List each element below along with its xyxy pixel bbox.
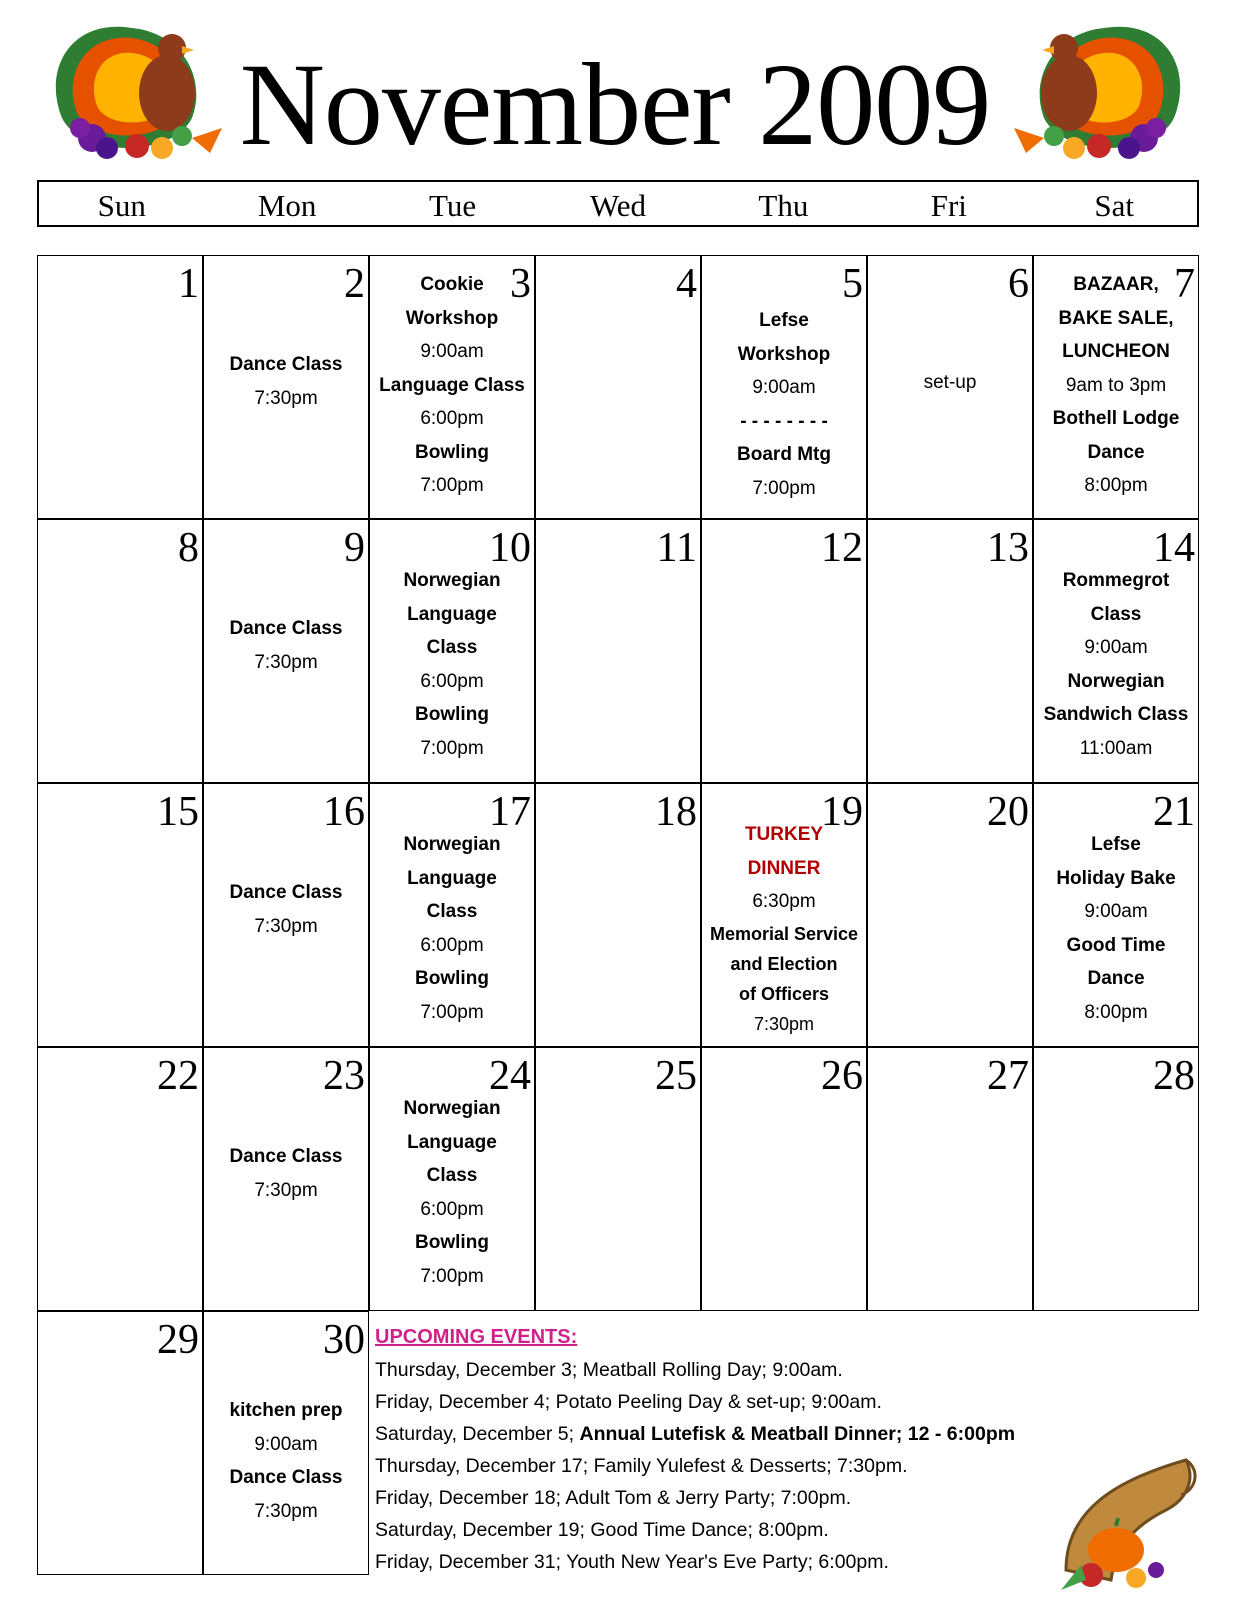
weekday-tue: Tue	[429, 188, 477, 223]
day-number: 16	[323, 789, 365, 835]
event-line: TURKEY	[744, 824, 824, 845]
event-line: 11:00am	[1079, 737, 1153, 759]
day-number: 10	[489, 525, 531, 571]
day-number: 23	[323, 1053, 365, 1099]
day-cell-4	[535, 255, 701, 519]
day-events	[1034, 828, 1198, 1029]
event-line: Norwegian	[403, 1098, 501, 1119]
event-line: Memorial Service	[709, 923, 859, 944]
event-line: 9:00am	[420, 341, 484, 362]
day-number: 25	[655, 1053, 697, 1099]
upcoming-events-heading: UPCOMING EVENTS:	[375, 1326, 578, 1348]
day-number: 6	[1008, 261, 1029, 307]
event-line: Holiday Bake	[1056, 867, 1176, 889]
day-number: 17	[489, 789, 531, 835]
day-number: 19	[821, 789, 863, 835]
event-line: Workshop	[405, 307, 499, 329]
event-line: 6:00pm	[420, 408, 484, 429]
event-line: Language	[407, 603, 497, 625]
day-events	[204, 876, 368, 943]
day-events	[702, 304, 866, 505]
day-number: 27	[987, 1053, 1029, 1099]
upcoming-event-text: Friday, December 4; Potato Peeling Day & set-up; 9:00am.	[375, 1391, 882, 1413]
day-number: 20	[987, 789, 1029, 835]
event-line: 7:30pm	[254, 387, 318, 409]
event-line: Good Time	[1066, 934, 1166, 956]
weekday-sun: Sun	[97, 188, 146, 223]
event-line: LUNCHEON	[1062, 341, 1170, 362]
weekday-mon: Mon	[257, 188, 317, 223]
event-line: Lefse	[1091, 834, 1141, 855]
day-events	[702, 818, 866, 1039]
day-number: 4	[676, 261, 697, 307]
event-line: Language Class	[379, 374, 525, 396]
day-cell-11	[535, 519, 701, 783]
event-line: Board Mtg	[737, 444, 831, 465]
day-cell-27	[867, 1047, 1033, 1311]
turkey-clipart-right	[1004, 8, 1204, 176]
weekday-wed: Wed	[589, 188, 646, 223]
day-cell-14	[1033, 519, 1199, 783]
event-line: Dance Class	[229, 354, 343, 375]
day-number: 2	[344, 261, 365, 307]
event-line: BAKE SALE,	[1058, 307, 1174, 329]
event-line: Dance Class	[229, 1467, 343, 1488]
day-cell-16	[203, 783, 369, 1047]
day-cell-19	[701, 783, 867, 1047]
event-line: 6:00pm	[420, 670, 484, 692]
day-number: 29	[157, 1317, 199, 1363]
day-number: 1	[178, 261, 199, 307]
event-line: Dance Class	[229, 882, 343, 903]
day-number: 28	[1153, 1053, 1195, 1099]
day-cell-7	[1033, 255, 1199, 519]
day-number: 24	[489, 1053, 531, 1099]
day-number: 22	[157, 1053, 199, 1099]
event-line: Sandwich Class	[1043, 704, 1189, 725]
day-cell-23	[203, 1047, 369, 1311]
day-events	[370, 1092, 534, 1293]
day-cell-26	[701, 1047, 867, 1311]
day-number: 5	[842, 261, 863, 307]
day-events	[868, 366, 1032, 400]
day-cell-21	[1033, 783, 1199, 1047]
day-events	[204, 1140, 368, 1207]
event-line: and Election	[730, 953, 838, 974]
upcoming-event-text: Saturday, December 19; Good Time Dance; 8:00pm.	[375, 1519, 829, 1541]
cornucopia-clipart	[1046, 1440, 1206, 1600]
event-line: DINNER	[747, 857, 821, 879]
day-number: 18	[655, 789, 697, 835]
day-cell-17	[369, 783, 535, 1047]
event-line: Class	[1090, 603, 1142, 625]
event-line: 7:30pm	[254, 1179, 318, 1201]
upcoming-event-text: Friday, December 18; Adult Tom & Jerry Party; 7:00pm.	[375, 1487, 852, 1509]
day-number: 15	[157, 789, 199, 835]
event-line: Bowling	[415, 704, 489, 725]
weekday-header	[37, 180, 1199, 227]
event-line: 7:00pm	[420, 737, 484, 759]
event-line: Bowling	[415, 441, 489, 463]
event-line: 9:00am	[1084, 637, 1148, 658]
day-cell-12	[701, 519, 867, 783]
event-line: 6:00pm	[420, 1198, 484, 1220]
day-cell-9	[203, 519, 369, 783]
day-cell-2	[203, 255, 369, 519]
upcoming-event-text: Saturday, December 5;	[375, 1423, 580, 1445]
event-line: Norwegian	[403, 570, 501, 591]
day-cell-6	[867, 255, 1033, 519]
day-number: 11	[656, 525, 697, 571]
upcoming-event-item	[375, 1354, 1195, 1386]
day-number: 9	[344, 525, 365, 571]
event-line: kitchen prep	[229, 1400, 343, 1421]
day-number: 26	[821, 1053, 863, 1099]
event-line: 8:00pm	[1084, 475, 1148, 496]
event-line: 9:00am	[1084, 901, 1148, 922]
day-cell-25	[535, 1047, 701, 1311]
day-events	[370, 828, 534, 1029]
weekday-fri: Fri	[930, 188, 967, 223]
event-line: 7:30pm	[254, 1500, 318, 1522]
event-line: set-up	[923, 372, 977, 393]
event-line: 7:30pm	[254, 915, 318, 937]
day-cell-22	[37, 1047, 203, 1311]
upcoming-event-item	[375, 1386, 1195, 1418]
weekday-sat: Sat	[1094, 188, 1135, 223]
upcoming-event-highlight: Annual Lutefisk & Meatball Dinner; 12 - 6:00pm	[579, 1423, 1016, 1445]
event-line: 9:00am	[254, 1433, 318, 1455]
upcoming-event-text: Thursday, December 17; Family Yulefest & Desserts; 7:30pm.	[375, 1455, 908, 1477]
event-line: Dance	[1087, 968, 1145, 989]
day-cell-8	[37, 519, 203, 783]
day-cell-29	[37, 1311, 203, 1575]
event-line: Bothell Lodge	[1052, 408, 1180, 429]
day-number: 3	[510, 261, 531, 307]
event-line: 7:00pm	[420, 1001, 484, 1023]
day-cell-18	[535, 783, 701, 1047]
event-line: 7:30pm	[753, 1013, 815, 1034]
calendar-title: November 2009	[239, 39, 991, 170]
day-number: 13	[987, 525, 1029, 571]
event-line: of Officers	[738, 983, 830, 1004]
day-events	[1034, 268, 1198, 503]
event-line: Norwegian	[1067, 670, 1165, 692]
event-line: Workshop	[737, 343, 831, 365]
event-line: Dance Class	[229, 618, 343, 639]
day-events	[204, 1394, 368, 1528]
event-line: 7:00pm	[420, 1265, 484, 1287]
event-line: 7:00pm	[752, 477, 816, 499]
day-number: 30	[323, 1317, 365, 1363]
event-line: Bowling	[415, 968, 489, 989]
day-cell-20	[867, 783, 1033, 1047]
day-events	[370, 564, 534, 765]
event-line: Norwegian	[403, 834, 501, 855]
event-line: 9:00am	[752, 377, 816, 398]
upcoming-event-text: Friday, December 31; Youth New Year's Eve Party; 6:00pm.	[375, 1551, 889, 1573]
event-line: 9am to 3pm	[1065, 374, 1167, 396]
event-line: - - - - - - - -	[740, 410, 828, 432]
day-events	[204, 348, 368, 415]
event-line: Language	[407, 867, 497, 889]
event-line: Rommegrot	[1062, 570, 1170, 591]
day-cell-13	[867, 519, 1033, 783]
day-cell-28	[1033, 1047, 1199, 1311]
day-number: 21	[1153, 789, 1195, 835]
event-line: Class	[426, 637, 478, 658]
event-line: Cookie	[420, 274, 484, 295]
day-events	[1034, 564, 1198, 765]
event-line: Language	[407, 1131, 497, 1153]
day-events	[370, 268, 534, 503]
event-line: 6:00pm	[420, 934, 484, 956]
day-cell-24	[369, 1047, 535, 1311]
day-cell-30	[203, 1311, 369, 1575]
day-number: 8	[178, 525, 199, 571]
day-cell-10	[369, 519, 535, 783]
event-line: 6:30pm	[752, 891, 816, 912]
day-events	[204, 612, 368, 679]
event-line: Class	[426, 901, 478, 922]
event-line: 8:00pm	[1084, 1001, 1148, 1023]
event-line: Class	[426, 1165, 478, 1186]
day-number: 7	[1174, 261, 1195, 307]
event-line: Dance Class	[229, 1146, 343, 1167]
event-line: 7:00pm	[420, 475, 484, 496]
day-cell-5	[701, 255, 867, 519]
turkey-clipart-left	[32, 8, 232, 176]
upcoming-event-text: Thursday, December 3; Meatball Rolling Day; 9:00am.	[375, 1359, 843, 1381]
day-cell-15	[37, 783, 203, 1047]
day-number: 14	[1153, 525, 1195, 571]
day-cell-3	[369, 255, 535, 519]
weekday-thu: Thu	[758, 188, 809, 223]
event-line: Bowling	[415, 1232, 489, 1253]
event-line: Dance	[1087, 441, 1145, 463]
event-line: Lefse	[759, 310, 809, 331]
event-line: BAZAAR,	[1073, 274, 1159, 295]
event-line: 7:30pm	[254, 651, 318, 673]
day-number: 12	[821, 525, 863, 571]
day-cell-1	[37, 255, 203, 519]
